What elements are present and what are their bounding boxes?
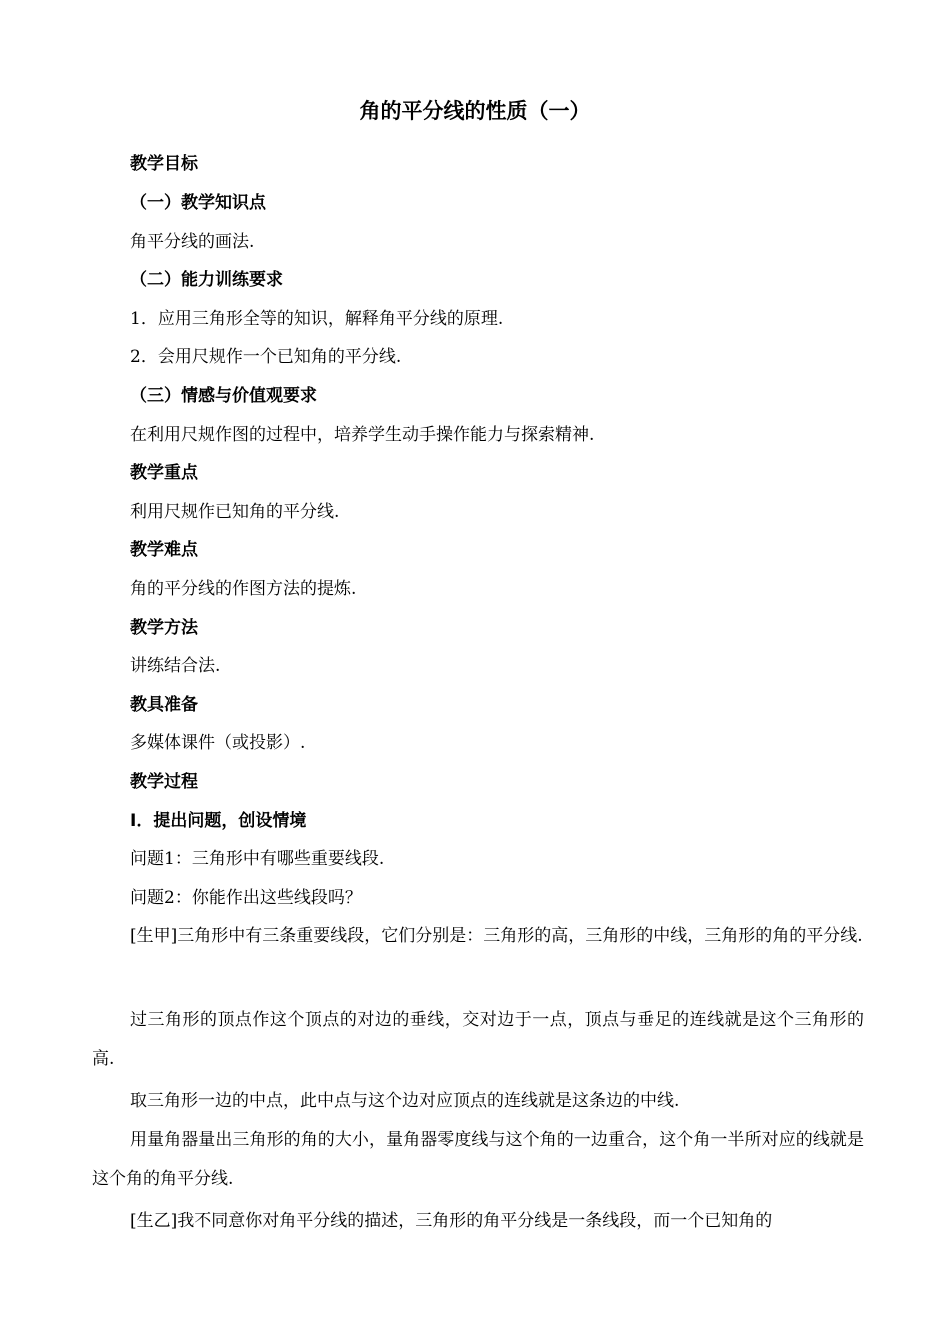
tools-text: 多媒体课件（或投影）. [130,733,306,753]
paragraph-2: 过三角形的顶点作这个顶点的对边的垂线，交对边于一点，顶点与垂足的连线就是这个三角形的高. [92,1010,864,1069]
ability-heading: （二）能力训练要求 [130,270,283,290]
paragraph-3: 取三角形一边的中点，此中点与这个边对应顶点的连线就是这条边的中线. [130,1091,680,1111]
ability-item-2: 2．会用尺规作一个已知角的平分线. [130,347,402,367]
paragraph-1: [生甲]三角形中有三条重要线段，它们分别是：三角形的高，三角形的中线，三角形的角的平分线. [130,926,863,946]
key-point-text: 利用尺规作已知角的平分线. [130,502,340,522]
difficulty-heading: 教学难点 [130,540,198,560]
knowledge-text: 角平分线的画法. [130,232,255,252]
paragraph-4: 用量角器量出三角形的角的大小，量角器零度线与这个角的一边重合，这个角一半所对应的线就是这个角的角平分线. [92,1130,864,1189]
objectives-heading: 教学目标 [130,154,198,174]
ability-item-1: 1．应用三角形全等的知识，解释角平分线的原理. [130,309,504,329]
question-2: 问题2：你能作出这些线段吗？ [130,888,362,908]
emotion-heading: （三）情感与价值观要求 [130,386,317,406]
knowledge-heading: （一）教学知识点 [130,193,266,213]
difficulty-text: 角的平分线的作图方法的提炼. [130,579,357,599]
document-title: 角的平分线的性质（一） [359,99,591,123]
tools-heading: 教具准备 [130,695,198,715]
method-heading: 教学方法 [130,618,198,638]
emotion-text: 在利用尺规作图的过程中，培养学生动手操作能力与探索精神. [130,425,595,445]
section-1-heading: Ⅰ．提出问题，创设情境 [130,811,307,831]
key-point-heading: 教学重点 [130,463,198,483]
process-heading: 教学过程 [130,772,198,792]
question-1: 问题1：三角形中有哪些重要线段. [130,849,385,869]
method-text: 讲练结合法. [130,656,221,676]
paragraph-5: [生乙]我不同意你对角平分线的描述，三角形的角平分线是一条线段，而一个已知角的 [130,1211,773,1231]
